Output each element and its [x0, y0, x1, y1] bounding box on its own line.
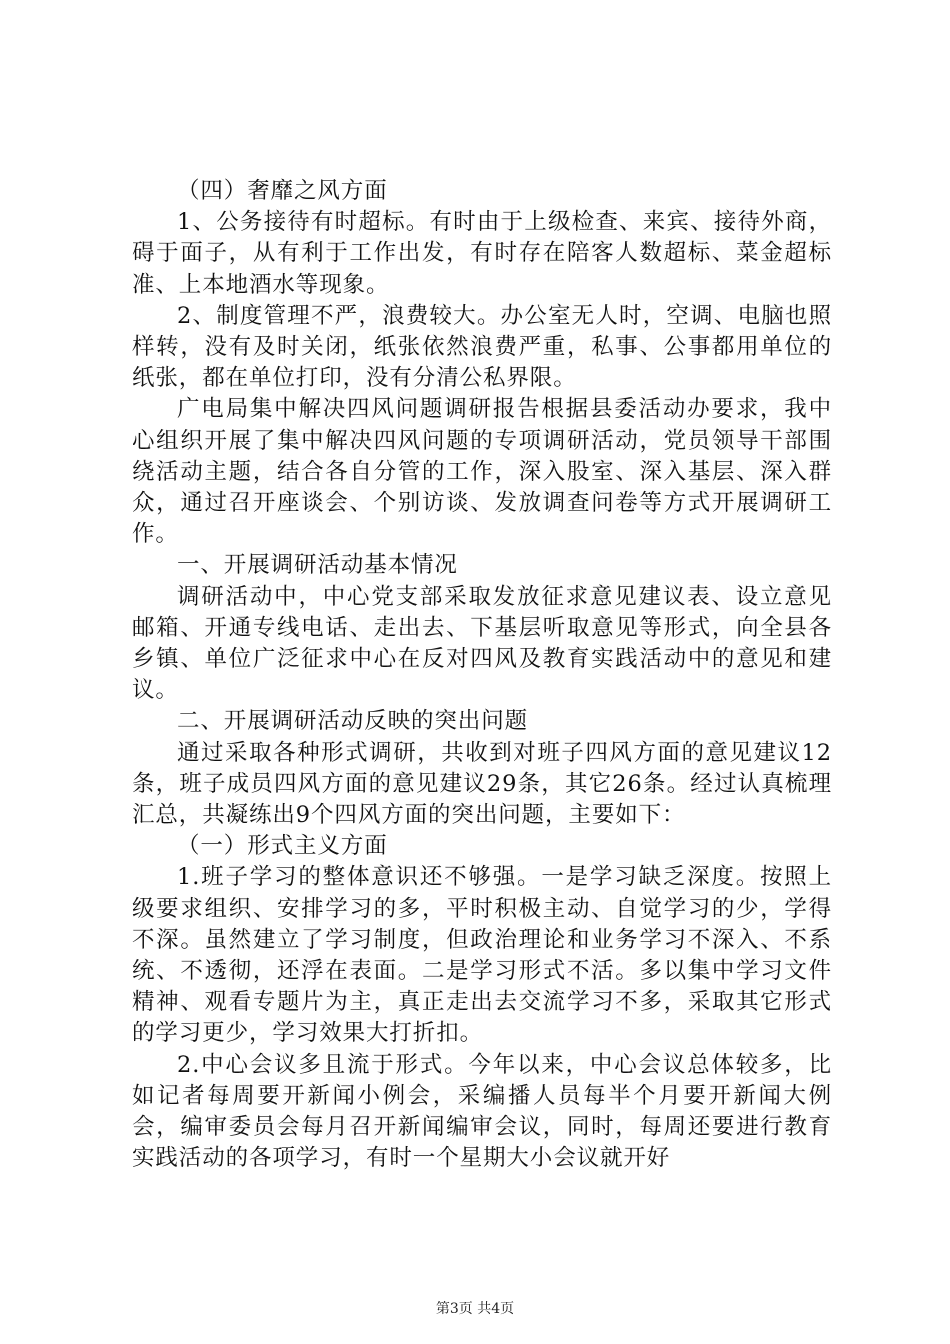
page-number-footer: 第3页 共4页: [435, 1301, 515, 1317]
section-heading-formalism: （一）形式主义方面: [177, 833, 388, 860]
document-body: [132, 176, 832, 1175]
paragraph-too-many-meetings: 2.中心会议多且流于形式。今年以来，中心会议总体较多，比如记者每周要开新闻小例会，采编播人员每半个月要开新闻大例会，编审委员会每月召开新闻编审会议，同时，每周还要进行教育实践活动的各项学习，有时一个星期大小会议就开好: [132, 1051, 832, 1172]
section-heading-extravagance: （四）奢靡之风方面: [177, 178, 388, 204]
paragraph-management-waste: 2、制度管理不严，浪费较大。办公室无人时，空调、电脑也照样转，没有及时关闭，纸张依然浪费严重，私事、公事都用单位的纸张，都在单位打印，没有分清公私界限。: [132, 302, 832, 392]
section-heading-basic-situation: 一、开展调研活动基本情况: [177, 552, 458, 579]
section-heading-prominent-issues: 二、开展调研活动反映的突出问题: [177, 708, 529, 735]
paragraph-feedback-summary: 通过采取各种形式调研，共收到对班子四风方面的意见建议12条，班子成员四风方面的意见建议29条，其它26条。经过认真梳理汇总，共凝练出9个四风方面的突出问题，主要如下：: [132, 739, 832, 829]
paragraph-report-intro: 广电局集中解决四风问题调研报告根据县委活动办要求，我中心组织开展了集中解决四风问题的专项调研活动，党员领导干部围绕活动主题，结合各自分管的工作，深入股室、深入基层、深入群众，通过召开座谈会、个别访谈、发放调查问卷等方式开展调研工作。: [132, 396, 832, 548]
paragraph-reception-overspending: 1、公务接待有时超标。有时由于上级检查、来宾、接待外商，碍于面子，从有利于工作出发，有时存在陪客人数超标、菜金超标准、上本地酒水等现象。: [132, 209, 832, 298]
paragraph-study-awareness: 1.班子学习的整体意识还不够强。一是学习缺乏深度。按照上级要求组织、安排学习的多，平时积极主动、自觉学习的少，学得不深。虽然建立了学习制度，但政治理论和业务学习不深入、不系统、不透彻，还浮在表面。二是学习形式不活。多以集中学习文件精神、观看专题片为主，真正走出去交流学习不多，采取其它形式的学习更少，学习效果大打折扣。: [132, 864, 832, 1047]
paragraph-survey-methods: 调研活动中，中心党支部采取发放征求意见建议表、设立意见邮箱、开通专线电话、走出去、下基层听取意见等形式，向全县各乡镇、单位广泛征求中心在反对四风及教育实践活动中的意见和建议。: [132, 583, 832, 704]
